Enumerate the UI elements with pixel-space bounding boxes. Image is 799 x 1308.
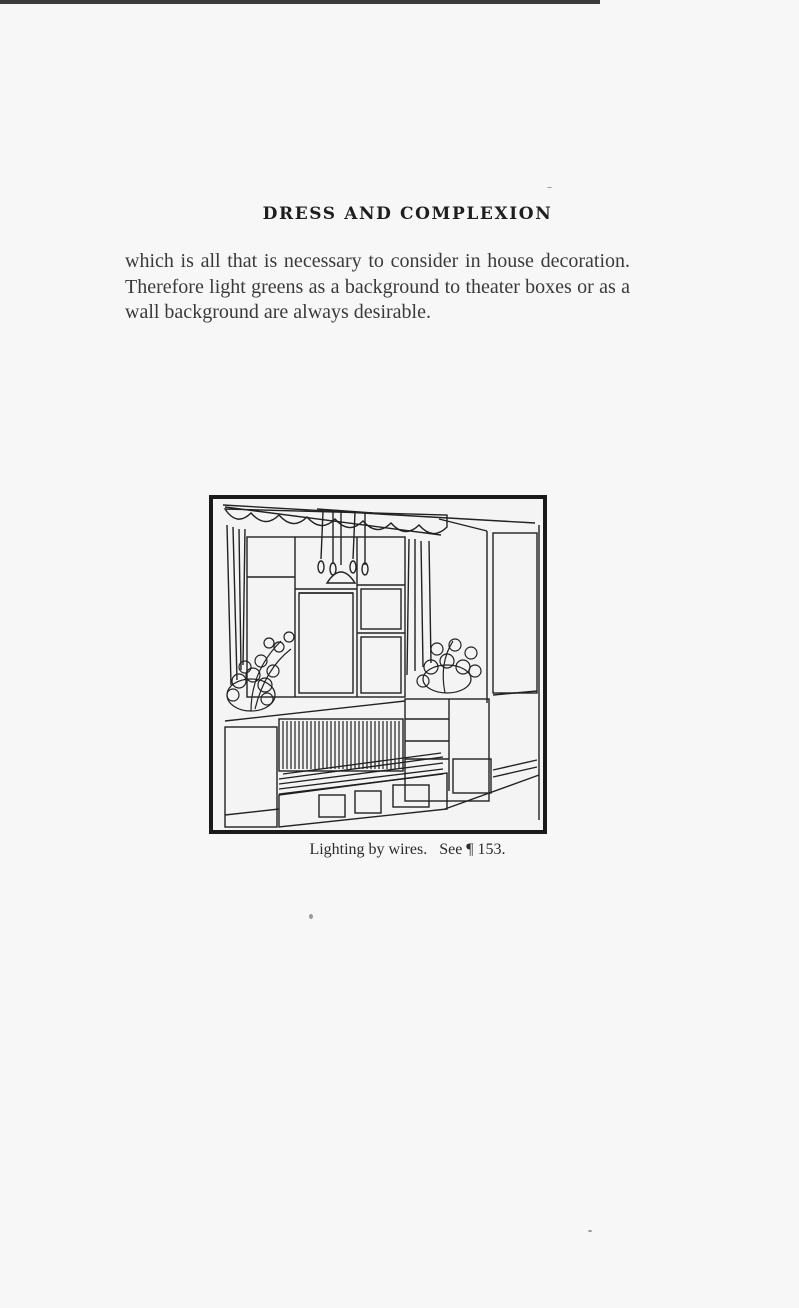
figure-caption: Lighting by wires. See ¶ 153.: [309, 841, 506, 858]
window-seat-illustration: [209, 495, 547, 835]
paper-speck: [547, 187, 552, 188]
illustration-drawing: [209, 495, 547, 835]
running-head: DRESS AND COMPLEXION: [262, 204, 553, 224]
paper-speck: [588, 1230, 592, 1232]
page-top-edge: [0, 0, 600, 4]
paper-speck: [309, 914, 313, 919]
body-paragraph: which is all that is necessary to consider in house decoration. Therefore light greens as a background to theater boxes or as a wall background are always desirable.: [125, 250, 630, 323]
